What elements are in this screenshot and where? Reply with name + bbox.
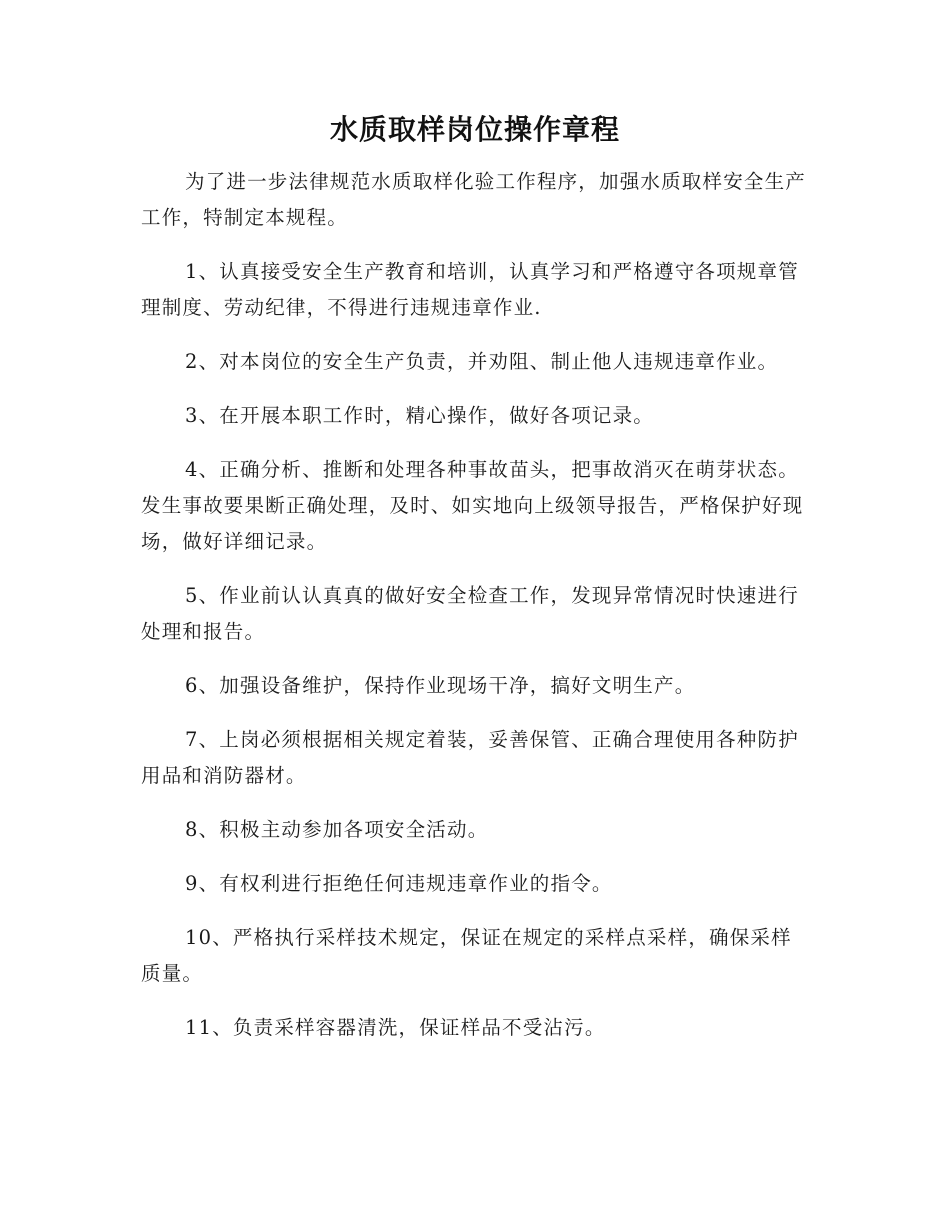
paragraph-item-6: 6、加强设备维护，保持作业现场干净，搞好文明生产。 (185, 674, 696, 697)
paragraph-intro: 为了进一步法律规范水质取样化验工作程序，加强水质取样安全生产工作，特制定本规程。 (141, 170, 807, 229)
paragraph-item-9: 9、有权利进行拒绝任何违规违章作业的指令。 (185, 872, 613, 895)
paragraph-item-2: 2、对本岗位的安全生产负责，并劝阻、制止他人违规违章作业。 (185, 350, 779, 373)
paragraph-item-8: 8、积极主动参加各项安全活动。 (185, 818, 489, 841)
paragraph-item-5: 5、作业前认认真真的做好安全检查工作，发现异常情况时快速进行处理和报告。 (141, 584, 799, 643)
paragraph-item-7: 7、上岗必须根据相关规定着装，妥善保管、正确合理使用各种防护用品和消防器材。 (141, 728, 799, 787)
paragraph-item-4: 4、正确分析、推断和处理各种事故苗头，把事故消灭在萌芽状态。发生事故要果断正确处理，及时、如实地向上级领导报告，严格保护好现场，做好详细记录。 (141, 458, 804, 553)
document-body (141, 164, 807, 1064)
paragraph-item-3: 3、在开展本职工作时，精心操作，做好各项记录。 (185, 404, 655, 427)
paragraph-item-1: 1、认真接受安全生产教育和培训，认真学习和严格遵守各项规章管理制度、劳动纪律，不得进行违规违章作业. (141, 260, 799, 319)
paragraph-item-11: 11、负责采样容器清洗，保证样品不受沾污。 (185, 1016, 606, 1039)
paragraph-item-10: 10、严格执行采样技术规定，保证在规定的采样点采样，确保采样质量。 (141, 926, 792, 985)
document-title: 水质取样岗位操作章程 (329, 113, 620, 146)
